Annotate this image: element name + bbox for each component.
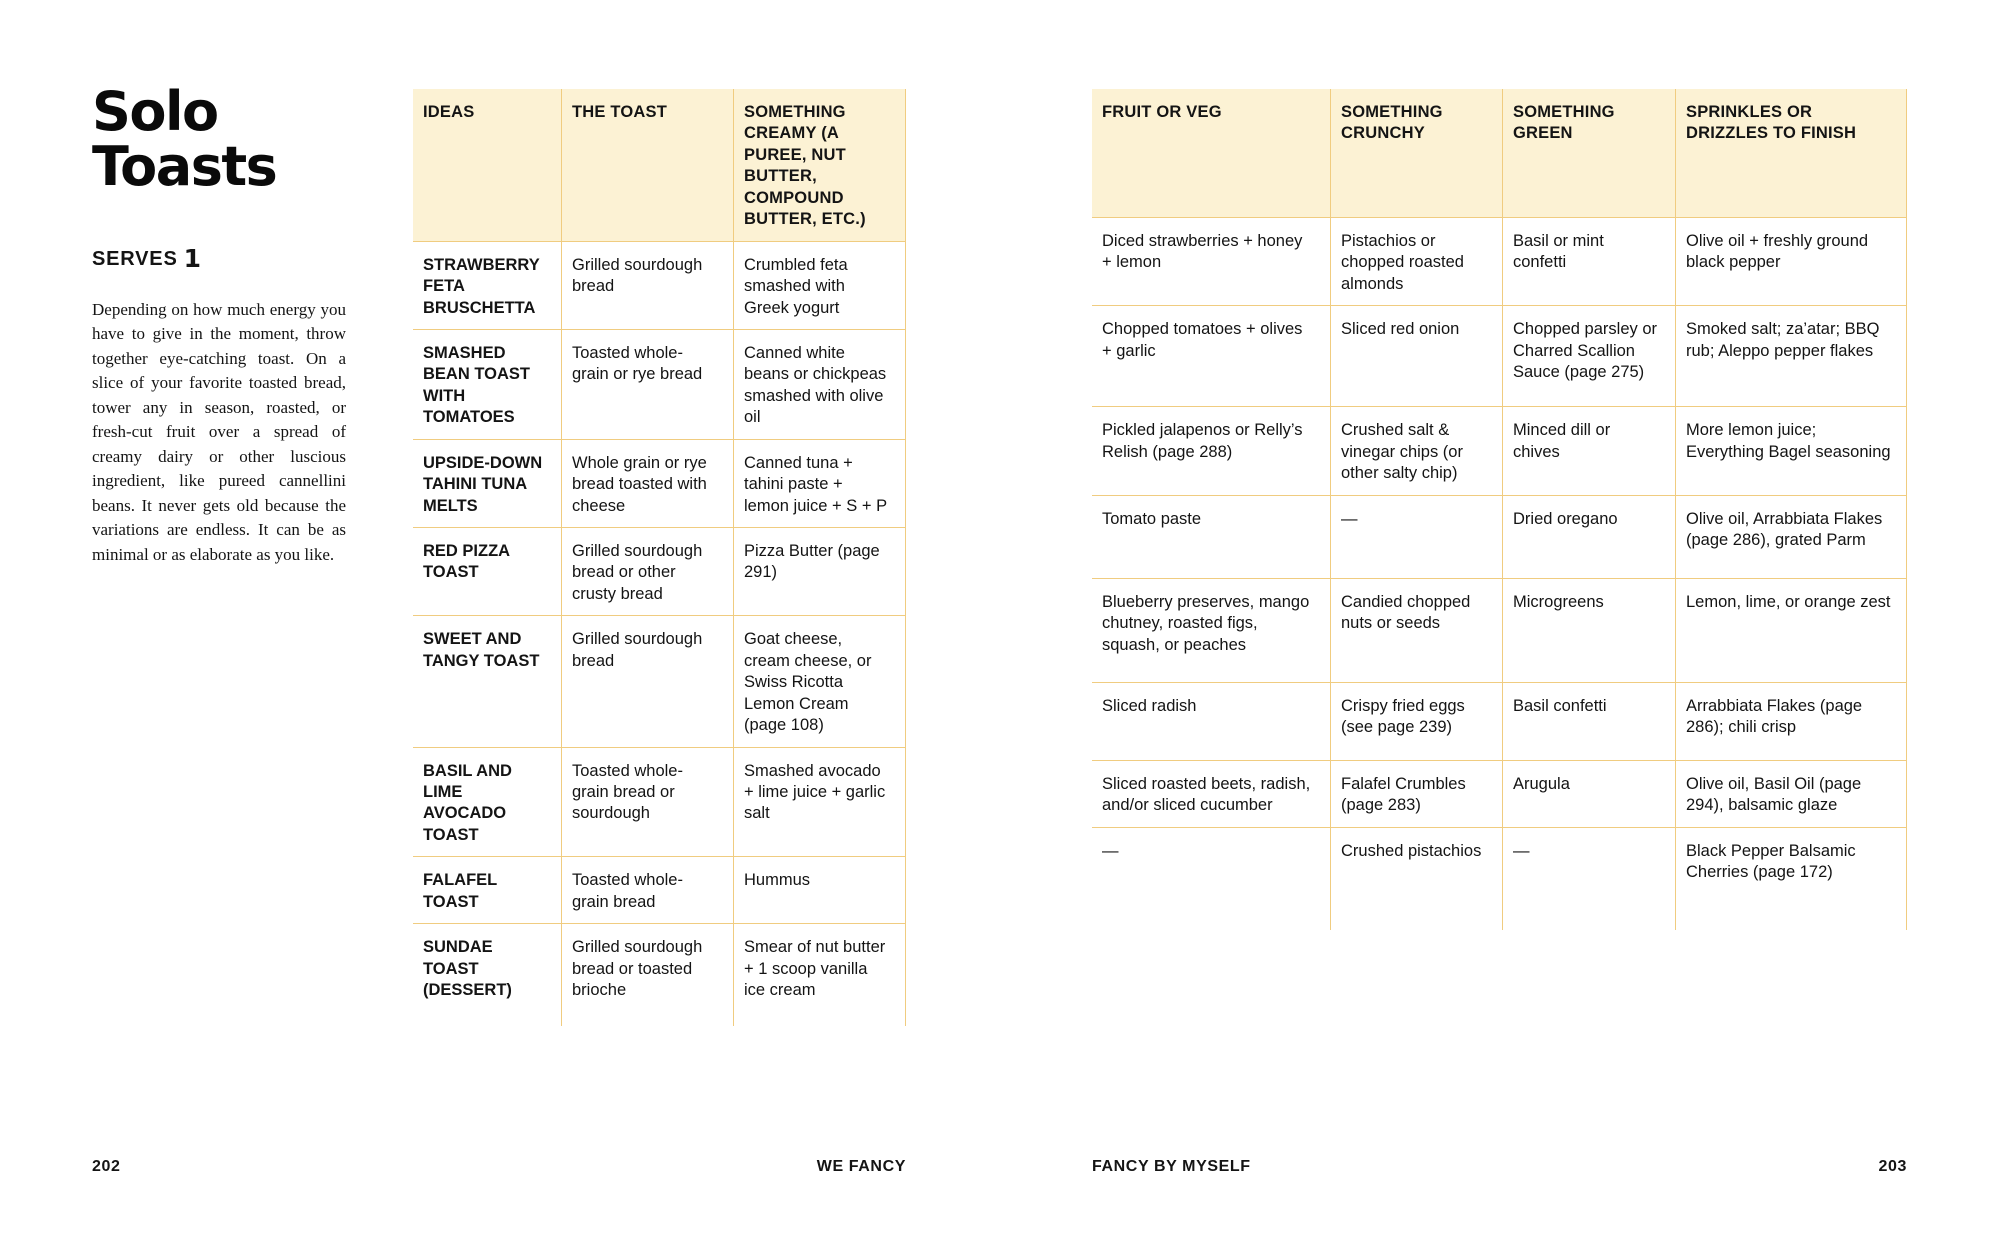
- green-cell: Basil confetti: [1502, 682, 1675, 760]
- finish-cell: Arrabbiata Flakes (page 286); chili crisp: [1675, 682, 1907, 760]
- fruit-cell: Chopped tomatoes + olives + garlic: [1092, 305, 1330, 406]
- creamy-cell: Smear of nut butter + 1 scoop vanilla ice cream: [733, 923, 906, 1026]
- page-number-right: 203: [1878, 1158, 1907, 1175]
- serves-line: [92, 244, 202, 273]
- toast-table-left: [413, 89, 906, 1026]
- finish-cell: Olive oil, Basil Oil (page 294), balsamic glaze: [1675, 760, 1907, 827]
- finish-cell: Smoked salt; za’atar; BBQ rub; Aleppo pepper flakes: [1675, 305, 1907, 406]
- crunchy-cell: Pistachios or chopped roasted almonds: [1330, 217, 1502, 305]
- finish-cell: Olive oil, Arrabbiata Flakes (page 286), grated Parm: [1675, 495, 1907, 578]
- creamy-cell: Smashed avocado + lime juice + garlic salt: [733, 747, 906, 857]
- page-number-left: 202: [92, 1158, 121, 1175]
- creamy-cell: Canned tuna + tahini paste + lemon juice + S + P: [733, 439, 906, 527]
- column-header-fruit-or-veg: FRUIT OR VEG: [1092, 89, 1330, 217]
- page-title: Solo Toasts: [92, 80, 277, 199]
- crunchy-cell: Crushed pistachios: [1330, 827, 1502, 930]
- crunchy-cell: Sliced red onion: [1330, 305, 1502, 406]
- running-head-left: WE FANCY: [816, 1158, 906, 1175]
- green-cell: Minced dill or chives: [1502, 406, 1675, 494]
- crunchy-cell: Crushed salt & vinegar chips (or other salty chip): [1330, 406, 1502, 494]
- creamy-cell: Pizza Butter (page 291): [733, 527, 906, 615]
- idea-cell: BASIL AND LIME AVOCADO TOAST: [413, 747, 561, 857]
- idea-cell: FALAFEL TOAST: [413, 856, 561, 923]
- fruit-cell: Pickled jalapenos or Relly’s Relish (page 288): [1092, 406, 1330, 494]
- idea-cell: SMASHED BEAN TOAST WITH TOMATOES: [413, 329, 561, 439]
- creamy-cell: Canned white beans or chickpeas smashed with olive oil: [733, 329, 906, 439]
- fruit-cell: —: [1092, 827, 1330, 930]
- idea-cell: STRAWBERRY FETA BRUSCHETTA: [413, 241, 561, 329]
- toast-table-right: [1092, 89, 1907, 930]
- finish-cell: Olive oil + freshly ground black pepper: [1675, 217, 1907, 305]
- toast-cell: Grilled sourdough bread or toasted brioche: [561, 923, 733, 1026]
- toast-cell: Grilled sourdough bread: [561, 615, 733, 746]
- column-header-creamy: SOMETHING CREAMY (A PUREE, NUT BUTTER, COMPOUND BUTTER, ETC.): [733, 89, 906, 241]
- crunchy-cell: Crispy fried eggs (see page 239): [1330, 682, 1502, 760]
- toast-cell: Toasted whole-grain bread or sourdough: [561, 747, 733, 857]
- fruit-cell: Diced strawberries + honey + lemon: [1092, 217, 1330, 305]
- toast-cell: Toasted whole-grain or rye bread: [561, 329, 733, 439]
- green-cell: Chopped parsley or Charred Scallion Sauce (page 275): [1502, 305, 1675, 406]
- serves-value: 1: [183, 244, 202, 273]
- green-cell: —: [1502, 827, 1675, 930]
- green-cell: Dried oregano: [1502, 495, 1675, 578]
- fruit-cell: Blueberry preserves, mango chutney, roasted figs, squash, or peaches: [1092, 578, 1330, 682]
- column-header-sprinkles: SPRINKLES OR DRIZZLES TO FINISH: [1675, 89, 1907, 217]
- toast-cell: Grilled sourdough bread: [561, 241, 733, 329]
- finish-cell: Lemon, lime, or orange zest: [1675, 578, 1907, 682]
- column-header-ideas: IDEAS: [413, 89, 561, 241]
- green-cell: Arugula: [1502, 760, 1675, 827]
- idea-cell: SUNDAE TOAST (DESSERT): [413, 923, 561, 1026]
- column-header-crunchy: SOMETHING CRUNCHY: [1330, 89, 1502, 217]
- column-header-toast: THE TOAST: [561, 89, 733, 241]
- running-head-right: FANCY BY MYSELF: [1092, 1158, 1251, 1175]
- serves-label: SERVES: [92, 248, 178, 270]
- green-cell: Basil or mint confetti: [1502, 217, 1675, 305]
- creamy-cell: Crumbled feta smashed with Greek yogurt: [733, 241, 906, 329]
- toast-cell: Whole grain or rye bread toasted with cheese: [561, 439, 733, 527]
- crunchy-cell: —: [1330, 495, 1502, 578]
- fruit-cell: Sliced roasted beets, radish, and/or sliced cucumber: [1092, 760, 1330, 827]
- idea-cell: RED PIZZA TOAST: [413, 527, 561, 615]
- intro-paragraph: Depending on how much energy you have to give in the moment, throw together eye-catching toast. On a slice of your favorite toasted bread, tower any in season, roasted, or fresh-cut fruit over a spread of creamy dairy or other luscious ingredient, like pureed cannellini beans. It never gets old because the variations are endless. It can be as minimal or as elaborate as you like.: [92, 300, 346, 564]
- toast-cell: Toasted whole-grain bread: [561, 856, 733, 923]
- creamy-cell: Goat cheese, cream cheese, or Swiss Ricotta Lemon Cream (page 108): [733, 615, 906, 746]
- idea-cell: UPSIDE-DOWN TAHINI TUNA MELTS: [413, 439, 561, 527]
- column-header-green: SOMETHING GREEN: [1502, 89, 1675, 217]
- crunchy-cell: Falafel Crumbles (page 283): [1330, 760, 1502, 827]
- idea-cell: SWEET AND TANGY TOAST: [413, 615, 561, 746]
- green-cell: Microgreens: [1502, 578, 1675, 682]
- toast-cell: Grilled sourdough bread or other crusty bread: [561, 527, 733, 615]
- finish-cell: Black Pepper Balsamic Cherries (page 172): [1675, 827, 1907, 930]
- finish-cell: More lemon juice; Everything Bagel seasoning: [1675, 406, 1907, 494]
- creamy-cell: Hummus: [733, 856, 906, 923]
- crunchy-cell: Candied chopped nuts or seeds: [1330, 578, 1502, 682]
- fruit-cell: Sliced radish: [1092, 682, 1330, 760]
- fruit-cell: Tomato paste: [1092, 495, 1330, 578]
